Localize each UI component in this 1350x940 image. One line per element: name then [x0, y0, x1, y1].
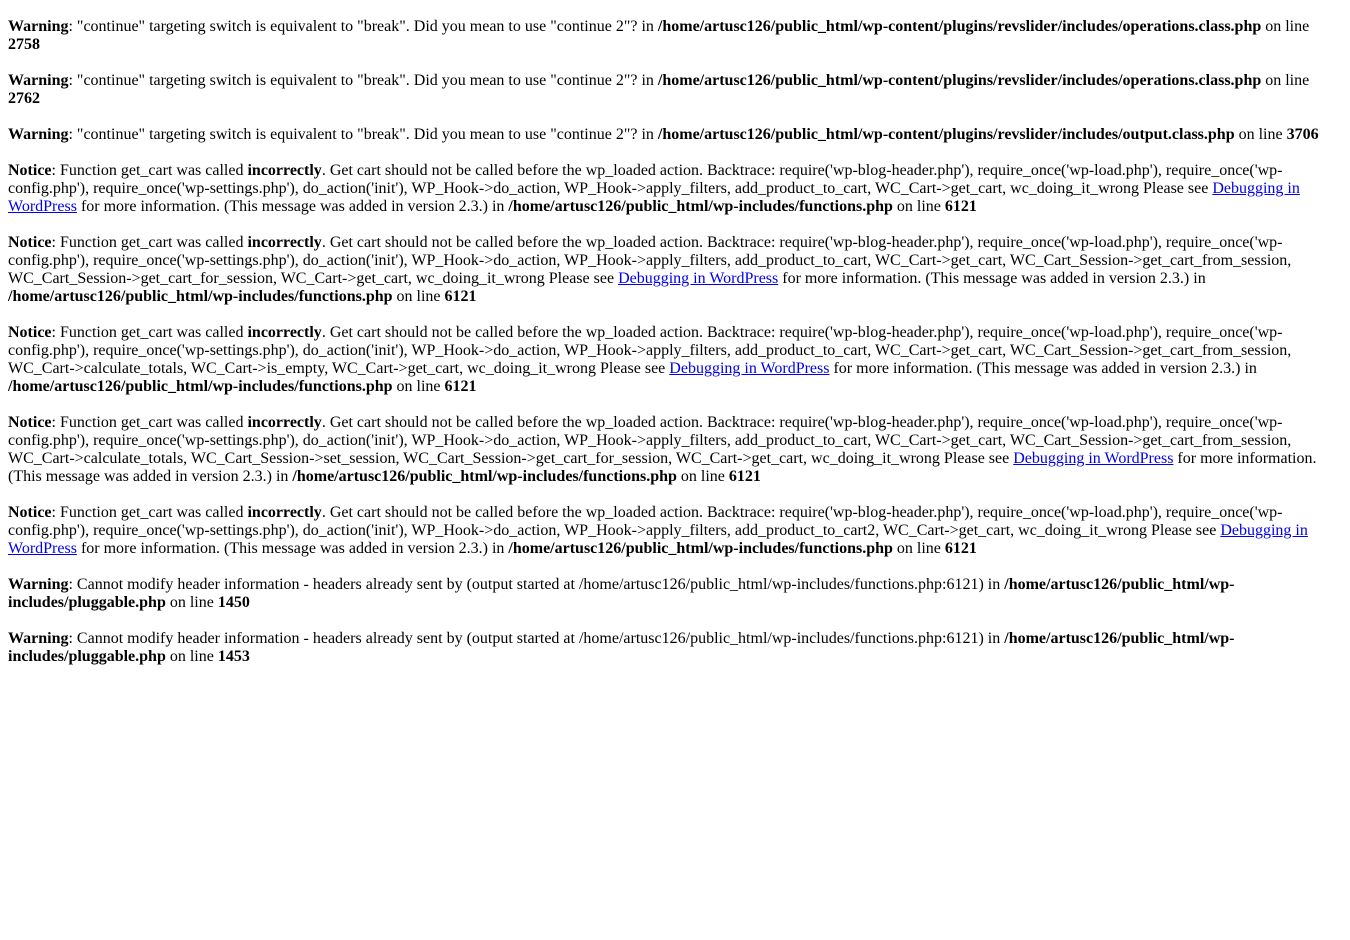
- message-bold-text: /home/artusc126/public_html/wp-content/plugins/revslider/includes/operations.class.php: [657, 72, 1262, 89]
- message-text: . Get cart should not be called before the wp_loaded action. Backtrace: require('wp-blog-header.php'), require_once('wp-load.php'), require_once('wp-config.php'), require_once('wp-settings.php'), do_action('init'), WP_Hook->do_action, WP_Hook->apply_filters, add_product_to_cart, WC_Cart->get_cart, WC_Cart_Session->get_cart_from_session, WC_Cart_Session->get_cart_for_session, WC_Cart->get_cart, wc_doing_it_wrong Please see: [8, 234, 1292, 287]
- message-text: . Get cart should not be called before the wp_loaded action. Backtrace: require('wp-blog-header.php'), require_once('wp-load.php'), require_once('wp-config.php'), require_once('wp-settings.php'), do_action('init'), WP_Hook->do_action, WP_Hook->apply_filters, add_product_to_cart, WC_Cart->get_cart, wc_doing_it_wrong Please see: [8, 162, 1283, 197]
- message-bold-text: 6121: [944, 540, 977, 557]
- message-level-label: Warning: [8, 576, 69, 593]
- message-bold-text: /home/artusc126/public_html/wp-includes/pluggable.php: [8, 630, 1235, 665]
- php-message: [8, 414, 1328, 486]
- debugging-in-wordpress-link[interactable]: Debugging in WordPress: [618, 270, 779, 287]
- message-text: : Function get_cart was called: [51, 162, 248, 179]
- message-text: for more information. (This message was added in version 2.3.) in: [829, 360, 1257, 377]
- message-level-label: Warning: [8, 72, 69, 89]
- message-bold-text: /home/artusc126/public_html/wp-content/plugins/revslider/includes/operations.class.php: [657, 18, 1262, 35]
- message-bold-text: 3706: [1286, 126, 1319, 143]
- message-bold-text: incorrectly: [247, 162, 322, 179]
- message-text: : Function get_cart was called: [51, 234, 248, 251]
- message-text: for more information. (This message was added in version 2.3.) in: [778, 270, 1206, 287]
- message-bold-text: /home/artusc126/public_html/wp-includes/functions.php: [8, 378, 393, 395]
- message-text: on line: [165, 648, 218, 665]
- message-bold-text: /home/artusc126/public_html/wp-includes/functions.php: [292, 468, 677, 485]
- message-bold-text: /home/artusc126/public_html/wp-includes/pluggable.php: [8, 576, 1235, 611]
- message-bold-text: /home/artusc126/public_html/wp-includes/functions.php: [508, 198, 893, 215]
- message-text: . Get cart should not be called before the wp_loaded action. Backtrace: require('wp-blog-header.php'), require_once('wp-load.php'), require_once('wp-config.php'), require_once('wp-settings.php'), do_action('init'), WP_Hook->do_action, WP_Hook->apply_filters, add_product_to_cart, WC_Cart->get_cart, WC_Cart_Session->get_cart_from_session, WC_Cart->calculate_totals, WC_Cart->is_empty, WC_Cart->get_cart, wc_doing_it_wrong Please see: [8, 324, 1292, 377]
- message-level-label: Notice: [8, 504, 52, 521]
- message-bold-text: 6121: [444, 288, 477, 305]
- message-bold-text: 6121: [444, 378, 477, 395]
- message-bold-text: 1453: [217, 648, 250, 665]
- message-text: : "continue" targeting switch is equivalent to "break". Did you mean to use "continue 2"? in: [68, 126, 658, 143]
- message-level-label: Warning: [8, 630, 69, 647]
- php-message: [8, 234, 1328, 306]
- message-text: : "continue" targeting switch is equivalent to "break". Did you mean to use "continue 2"? in: [68, 72, 658, 89]
- message-text: for more information. (This message was added in version 2.3.) in: [8, 450, 1317, 485]
- php-message: [8, 504, 1328, 558]
- message-text: on line: [392, 378, 445, 395]
- message-text: on line: [1234, 126, 1287, 143]
- message-level-label: Warning: [8, 18, 69, 35]
- debugging-in-wordpress-link[interactable]: Debugging in WordPress: [8, 180, 1300, 215]
- message-bold-text: /home/artusc126/public_html/wp-includes/functions.php: [508, 540, 893, 557]
- message-bold-text: /home/artusc126/public_html/wp-content/plugins/revslider/includes/output.class.php: [657, 126, 1235, 143]
- message-text: : Function get_cart was called: [51, 324, 248, 341]
- debugging-in-wordpress-link[interactable]: Debugging in WordPress: [8, 522, 1308, 557]
- message-bold-text: incorrectly: [247, 414, 322, 431]
- message-text: on line: [392, 288, 445, 305]
- message-bold-text: /home/artusc126/public_html/wp-includes/functions.php: [8, 288, 393, 305]
- debugging-in-wordpress-link[interactable]: Debugging in WordPress: [669, 360, 830, 377]
- php-message: [8, 72, 1328, 108]
- message-bold-text: incorrectly: [247, 234, 322, 251]
- message-bold-text: 1450: [217, 594, 250, 611]
- message-level-label: Warning: [8, 126, 69, 143]
- message-bold-text: incorrectly: [247, 324, 322, 341]
- message-text: on line: [1261, 18, 1310, 35]
- message-level-label: Notice: [8, 162, 52, 179]
- message-bold-text: 6121: [728, 468, 761, 485]
- message-text: for more information. (This message was added in version 2.3.) in: [76, 540, 509, 557]
- php-message: [8, 576, 1328, 612]
- message-text: on line: [165, 594, 218, 611]
- message-text: : Function get_cart was called: [51, 414, 248, 431]
- message-text: . Get cart should not be called before the wp_loaded action. Backtrace: require('wp-blog-header.php'), require_once('wp-load.php'), require_once('wp-config.php'), require_once('wp-settings.php'), do_action('init'), WP_Hook->do_action, WP_Hook->apply_filters, add_product_to_cart, WC_Cart->get_cart, WC_Cart_Session->get_cart_from_session, WC_Cart->calculate_totals, WC_Cart_Session->set_session, WC_Cart_Session->get_cart_for_session, WC_Cart->get_cart, wc_doing_it_wrong Please see: [8, 414, 1292, 467]
- message-text: on line: [892, 540, 945, 557]
- php-message: [8, 324, 1328, 396]
- message-bold-text: incorrectly: [247, 504, 322, 521]
- message-text: : Function get_cart was called: [51, 504, 248, 521]
- php-message: [8, 162, 1328, 216]
- php-message: [8, 18, 1328, 54]
- php-message: [8, 630, 1328, 666]
- message-text: : Cannot modify header information - headers already sent by (output started at /home/artusc126/public_html/wp-includes/functions.php:6121) in: [68, 630, 1005, 647]
- message-bold-text: 6121: [944, 198, 977, 215]
- message-text: . Get cart should not be called before the wp_loaded action. Backtrace: require('wp-blog-header.php'), require_once('wp-load.php'), require_once('wp-config.php'), require_once('wp-settings.php'), do_action('init'), WP_Hook->do_action, WP_Hook->apply_filters, add_product_to_cart2, WC_Cart->get_cart, wc_doing_it_wrong Please see: [8, 504, 1283, 539]
- php-message: [8, 126, 1328, 144]
- message-text: on line: [1261, 72, 1310, 89]
- message-text: on line: [892, 198, 945, 215]
- message-level-label: Notice: [8, 234, 52, 251]
- message-bold-text: 2758: [8, 36, 40, 53]
- message-text: : Cannot modify header information - headers already sent by (output started at /home/artusc126/public_html/wp-includes/functions.php:6121) in: [68, 576, 1005, 593]
- message-bold-text: 2762: [8, 90, 40, 107]
- message-text: : "continue" targeting switch is equivalent to "break". Did you mean to use "continue 2"? in: [68, 18, 658, 35]
- message-text: for more information. (This message was added in version 2.3.) in: [76, 198, 509, 215]
- debugging-in-wordpress-link[interactable]: Debugging in WordPress: [1013, 450, 1174, 467]
- message-level-label: Notice: [8, 414, 52, 431]
- message-text: on line: [676, 468, 729, 485]
- message-level-label: Notice: [8, 324, 52, 341]
